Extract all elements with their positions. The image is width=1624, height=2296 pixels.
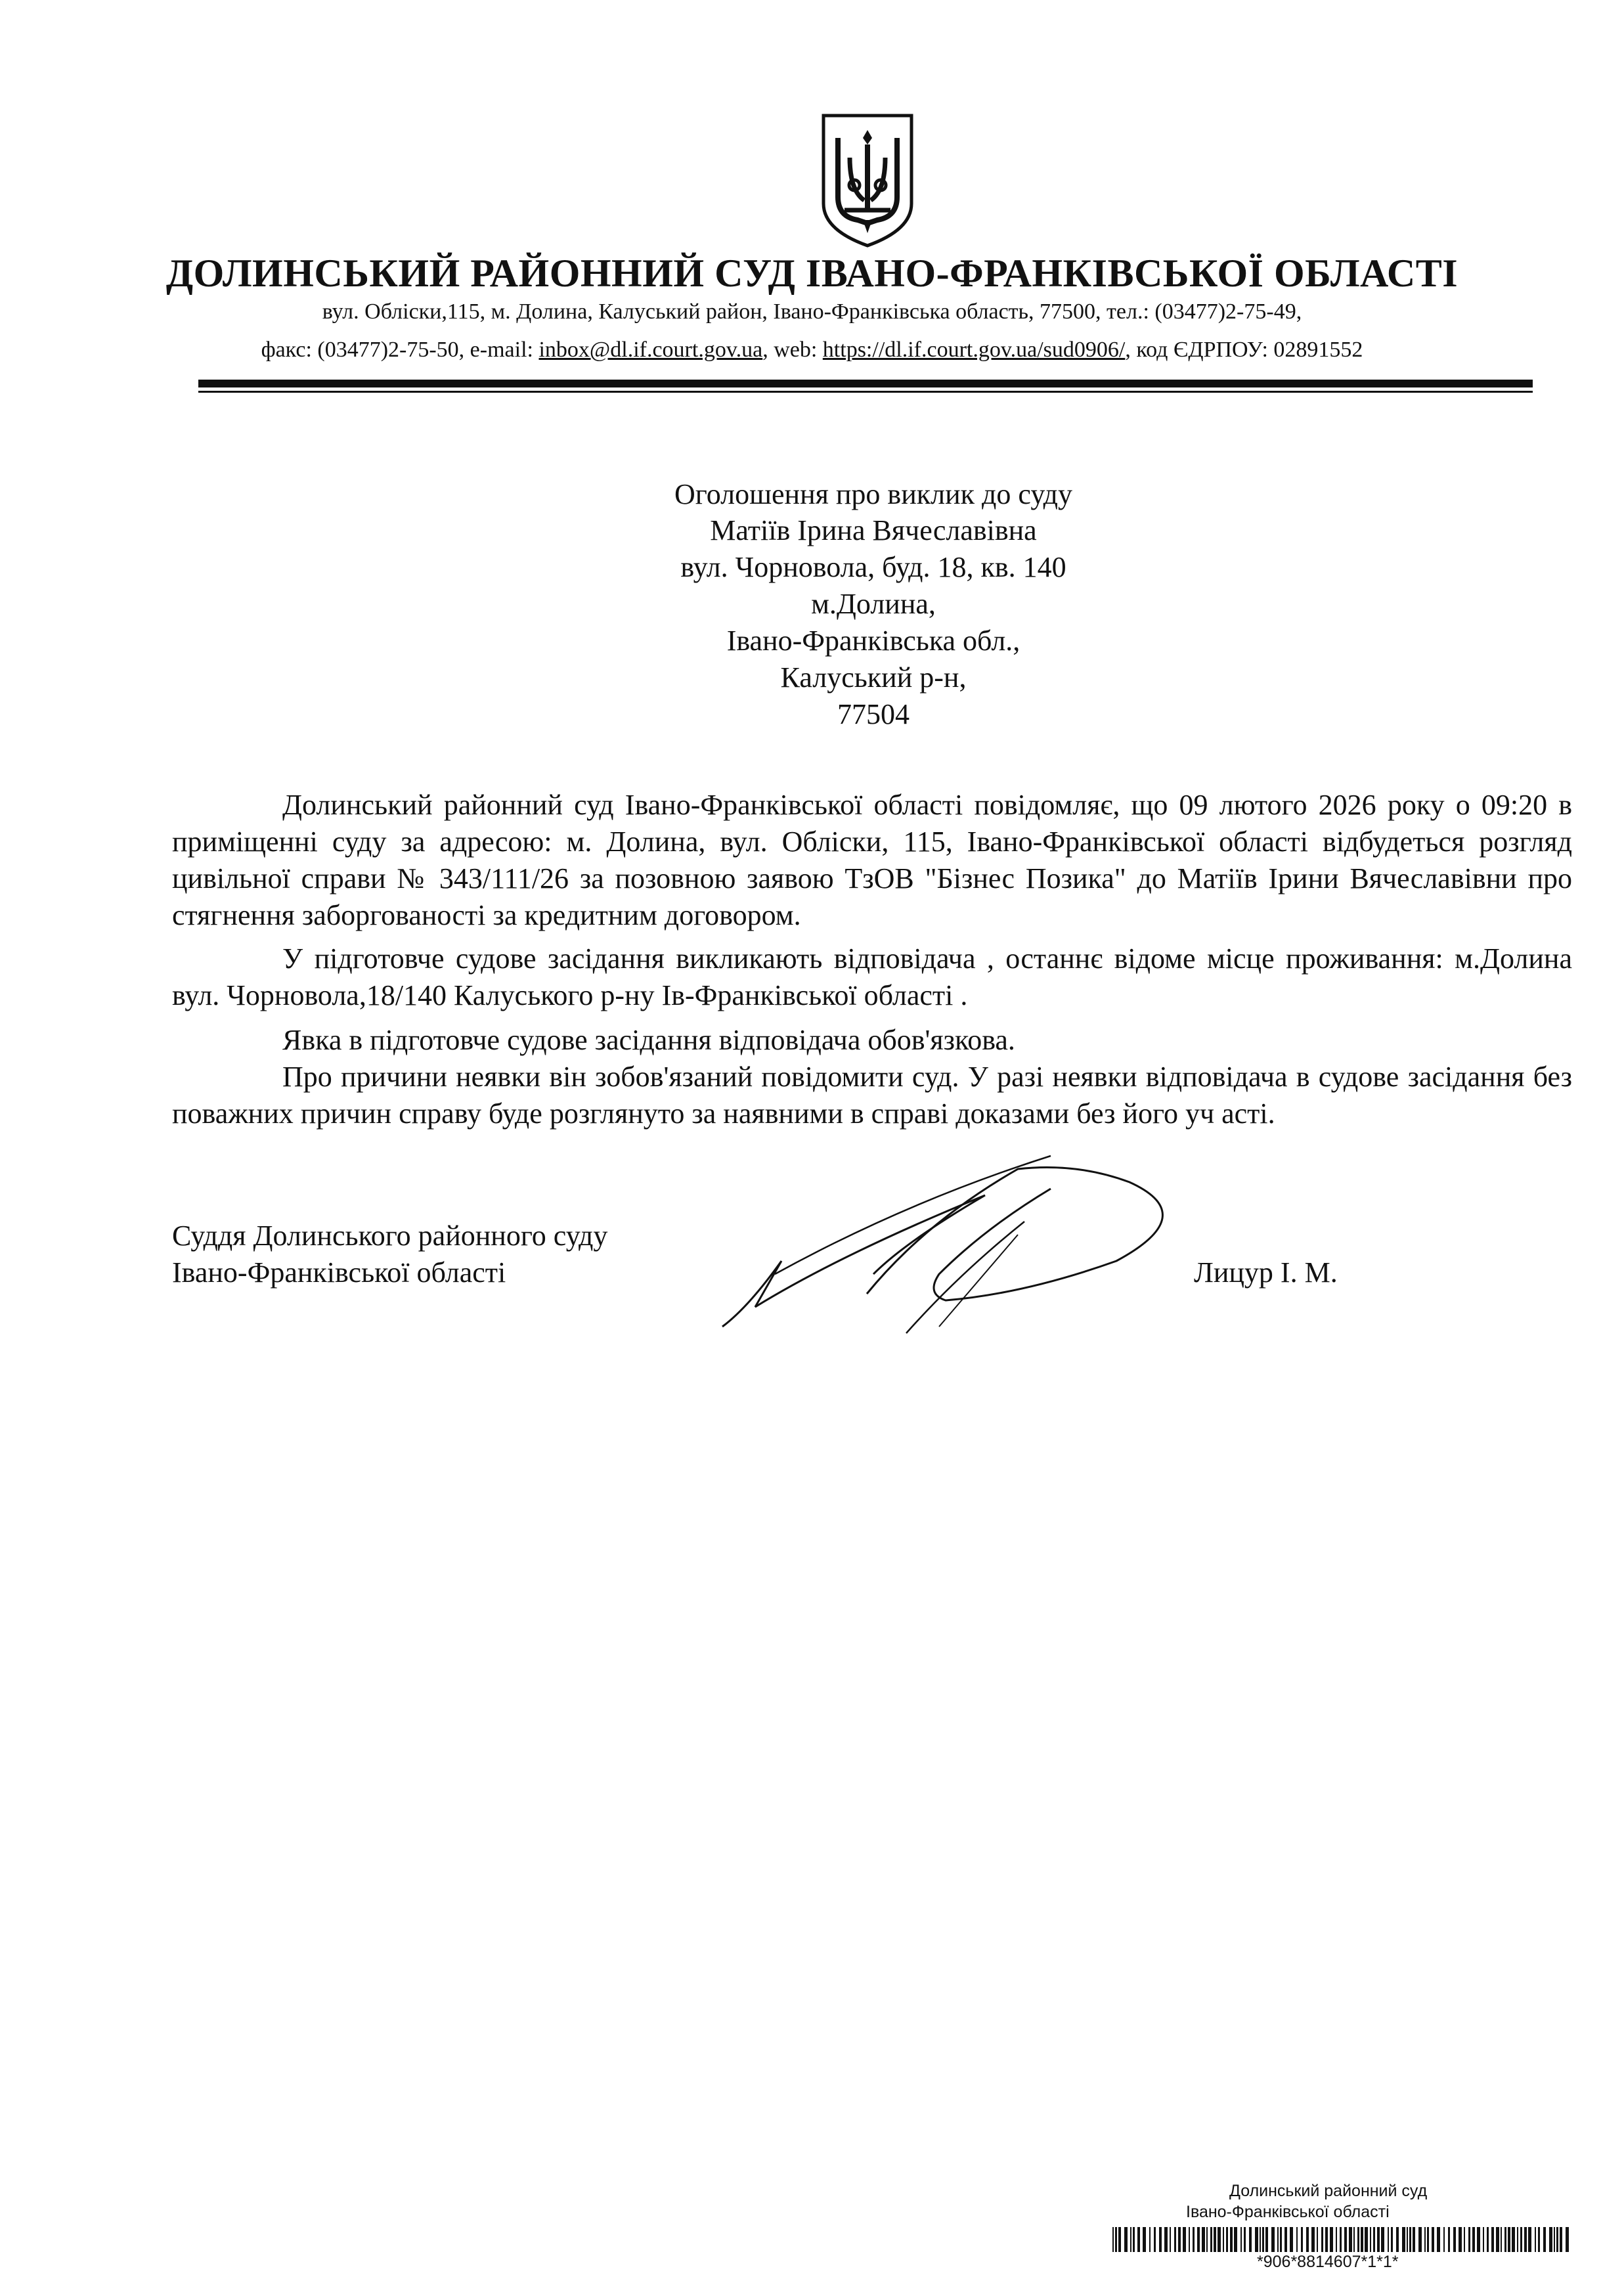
barcode-bar [1115,2227,1117,2252]
barcode-bar [1409,2227,1411,2252]
barcode-bar [1154,2227,1156,2252]
barcode-bar [1218,2227,1221,2252]
addressee-city: м.Долина, [811,588,936,620]
barcode-bar [1483,2227,1484,2252]
barcode-bar [1365,2227,1368,2252]
barcode-bar [1459,2227,1462,2252]
barcode-bar [1487,2227,1489,2252]
barcode-bar [1340,2227,1342,2252]
court-address-line: вул. Обліски,115, м. Долина, Калуський район, Івано-Франківська область, 77500, тел.: (03477)2-75-49, [322,299,1302,324]
attendance-text: Явка в підготовче судове засідання відповідача обов'язкова. [282,1024,1015,1056]
barcode-bar [1223,2227,1224,2252]
barcode-bar [1330,2227,1333,2252]
barcode-bar [1301,2227,1303,2252]
barcode-bar [1197,2227,1200,2252]
barcode-bar [1170,2227,1171,2252]
barcode-bar [1538,2227,1540,2252]
barcode-bar [1353,2227,1355,2252]
addressee-zip: 77504 [837,698,910,730]
barcode-bar [1517,2227,1518,2252]
notice-title: Оголошення про виклик до суду [674,478,1072,510]
barcode-bar [1344,2227,1347,2252]
barcode-bar [1271,2227,1275,2252]
barcode-bar [1432,2227,1434,2252]
registry-stamp-court: Долинський районний суд [1229,2182,1428,2200]
barcode-bar [1491,2227,1494,2252]
barcode-bar [1357,2227,1359,2252]
court-name: ДОЛИНСЬКИЙ РАЙОННИЙ СУД ІВАНО-ФРАНКІВСЬКОЇ ОБЛАСТІ [165,252,1459,295]
summons-paragraph [172,940,1572,1014]
summons-text: У підготовче судове засідання викликають відповідача , останнє відоме місце проживання: м.Долина вул. Чорновола,18/140 Калуського р-ну Ів-Франківської області . [172,942,1572,1011]
email-link[interactable]: inbox@dl.if.court.gov.ua [538,338,763,362]
hearing-paragraph [172,787,1572,934]
barcode-bar [1396,2227,1399,2252]
barcode-bar [1535,2227,1536,2252]
barcode-bar [1265,2227,1268,2252]
barcode-bar [1560,2227,1562,2252]
hearing-text: Долинський районний суд Івано-Франківської області повідомляє, що 09 лютого 2026 року о 09:20 в приміщенні суду за адресою: м. Долина, вул. Обліски, 115, Івано-Франківської області відбудеться розгляд цивільної справи № 343/111/26 за позовною заявою ТзОВ "Бізнес Позика" до Матіїв Ірини Вячеславівни про стягнення заборгованості за кредитним договором. [172,789,1572,931]
barcode-bar [1143,2227,1146,2252]
header-divider-thin [198,391,1533,393]
barcode-bar [1284,2227,1287,2252]
barcode-bar [1508,2227,1510,2252]
barcode-bar [1321,2227,1323,2252]
barcode-bar [1260,2227,1261,2252]
barcode-bar [1437,2227,1440,2252]
addressee-raion: Калуський р-н, [780,661,967,694]
barcode-bar [1349,2227,1352,2252]
web-label: , web: [762,338,823,362]
attendance-paragraph [172,1022,1572,1059]
barcode-bar [1472,2227,1475,2252]
barcode [1112,2227,1572,2252]
judge-name: Лицур І. М. [1194,1256,1338,1289]
barcode-bar [1407,2227,1408,2252]
barcode-bar [1206,2227,1208,2252]
barcode-bar [1418,2227,1422,2252]
barcode-bar [1381,2227,1384,2252]
coat-of-arms-icon [818,112,917,250]
barcode-bar [1325,2227,1328,2252]
barcode-bar [1159,2227,1162,2252]
barcode-bar [1311,2227,1315,2252]
barcode-bar [1496,2227,1499,2252]
barcode-bar [1183,2227,1186,2252]
barcode-bar [1296,2227,1298,2252]
barcode-bar [1391,2227,1393,2252]
barcode-bar [1255,2227,1258,2252]
barcode-bar [1124,2227,1128,2252]
barcode-bar [1149,2227,1151,2252]
barcode-bar [1543,2227,1546,2252]
barcode-bar [1336,2227,1337,2252]
barcode-bar [1424,2227,1426,2252]
barcode-bar [1468,2227,1470,2252]
barcode-bar [1280,2227,1282,2252]
barcode-bar [1566,2227,1569,2252]
barcode-bar [1370,2227,1371,2252]
header-divider [198,380,1533,387]
barcode-bar [1528,2227,1531,2252]
website-link[interactable]: https://dl.if.court.gov.ua/sud0906/ [822,338,1126,362]
barcode-bar [1443,2227,1445,2252]
barcode-bar [1193,2227,1195,2252]
barcode-bar [1130,2227,1131,2252]
barcode-bar [1373,2227,1375,2252]
barcode-bar [1277,2227,1279,2252]
barcode-bar [1249,2227,1252,2252]
barcode-bar [1361,2227,1363,2252]
edrpou-code: , код ЄДРПОУ: 02891552 [1125,338,1363,362]
barcode-bar [1554,2227,1555,2252]
barcode-bar [1427,2227,1429,2252]
barcode-bar [1477,2227,1480,2252]
fax-label: факс: (03477)2-75-50, e-mail: [261,338,539,362]
barcode-bar [1133,2227,1135,2252]
barcode-bar [1230,2227,1233,2252]
barcode-bar [1174,2227,1176,2252]
barcode-bar [1262,2227,1264,2252]
court-contacts-line [0,338,1624,363]
barcode-bar [1290,2227,1293,2252]
barcode-bar [1118,2227,1121,2252]
barcode-bar [1377,2227,1380,2252]
barcode-bar [1448,2227,1450,2252]
registry-stamp-region: Івано-Франківської області [1186,2203,1390,2221]
handwritten-signature [709,1143,1235,1340]
barcode-bar [1453,2227,1456,2252]
absence-text: Про причини неявки він зобов'язаний повідомити суд. У разі неявки відповідача в судове засідання без поважних причин справу буде розглянуто за наявними в справі доказами без його уч асті. [172,1061,1572,1130]
barcode-bar [1317,2227,1318,2252]
barcode-bar [1549,2227,1552,2252]
addressee-oblast: Івано-Франківська обл., [726,625,1020,657]
barcode-bar [1244,2227,1246,2252]
barcode-bar [1234,2227,1237,2252]
judge-position-line1: Суддя Долинського районного суду [172,1220,608,1252]
barcode-bar [1504,2227,1506,2252]
barcode-bar [1512,2227,1515,2252]
barcode-bar [1388,2227,1389,2252]
addressee-street: вул. Чорновола, буд. 18, кв. 140 [680,551,1066,583]
barcode-bar [1137,2227,1140,2252]
barcode-bar [1556,2227,1558,2252]
barcode-bar [1210,2227,1212,2252]
barcode-bar [1524,2227,1527,2252]
barcode-bar [1413,2227,1415,2252]
barcode-bar [1306,2227,1309,2252]
barcode-bar [1226,2227,1228,2252]
barcode-bar [1178,2227,1181,2252]
judge-position-line2: Івано-Франківської області [172,1256,506,1289]
barcode-bar [1240,2227,1242,2252]
barcode-bar [1164,2227,1168,2252]
barcode-bar [1520,2227,1522,2252]
barcode-bar [1402,2227,1405,2252]
barcode-bar [1202,2227,1205,2252]
addressee-name: Матіїв Ірина Вячеславівна [710,514,1037,546]
barcode-bar [1214,2227,1216,2252]
barcode-bar [1464,2227,1465,2252]
barcode-bar [1112,2227,1114,2252]
barcode-text: *906*8814607*1*1* [1257,2253,1399,2271]
absence-paragraph [172,1059,1572,1132]
barcode-bar [1501,2227,1502,2252]
barcode-bar [1189,2227,1190,2252]
